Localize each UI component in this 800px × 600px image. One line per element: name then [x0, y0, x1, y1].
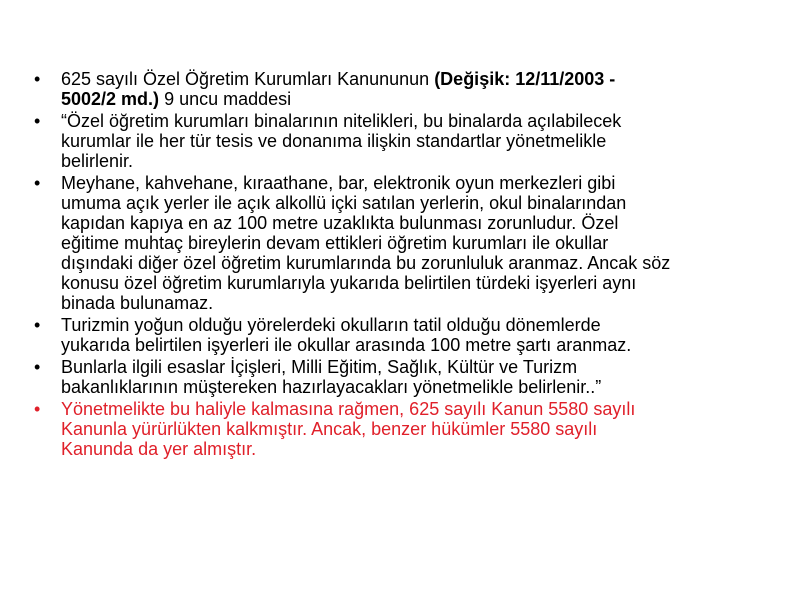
bullet-item-tourism-exception [34, 315, 674, 355]
bullet-icon: • [34, 357, 41, 377]
bullet-item-law-reference [34, 69, 674, 109]
bullet-text: Turizmin yoğun olduğu yörelerdeki okulların tatil olduğu dönemlerde yukarıda belirtilen işyerleri ile okullar arasında 100 metre şartı aranmaz. [61, 315, 632, 355]
bullet-icon: • [34, 173, 41, 193]
bullet-list [34, 69, 674, 461]
bullet-item-distance-rule [34, 173, 674, 313]
bullet-item-ministries-regulation [34, 357, 674, 397]
bullet-text: Meyhane, kahvehane, kıraathane, bar, elektronik oyun merkezleri gibi umuma açık yerler ile açık alkollü içki satılan yerlerin, okul binalarından kapıdan kapıya en az 100 metre uzaklıkta bulunması zorunludur. Özel eğitime muhtaç bireylerin devam ettikleri öğretim kurumları ile okullar dışındaki diğer özel öğretim kurumlarında bu zorunluluk aranmaz. Ancak söz konusu özel öğretim kurumlarıyla yukarıda belirtilen türdeki işyerleri aynı binada bulunamaz. [61, 173, 671, 313]
amendment-note: (Değişik: 12/11/2003 - 5002/2 md.) [61, 69, 616, 109]
article-reference: 9 uncu maddesi [159, 89, 292, 109]
bullet-item-repeal-note [34, 399, 674, 459]
bullet-icon: • [34, 69, 41, 89]
bullet-icon: • [34, 399, 41, 419]
law-reference-text: 625 sayılı Özel Öğretim Kurumları Kanununun [61, 69, 435, 89]
bullet-item-building-standards [34, 111, 674, 171]
bullet-icon: • [34, 315, 41, 335]
bullet-text: Bunlarla ilgili esaslar İçişleri, Milli Eğitim, Sağlık, Kültür ve Turizm bakanlıklarının müştereken hazırlayacakları yönetmelikle belirlenir..” [61, 357, 602, 397]
bullet-text: “Özel öğretim kurumları binalarının nitelikleri, bu binalarda açılabilecek kurumlar ile her tür tesis ve donanıma ilişkin standartlar yönetmelikle belirlenir. [61, 111, 622, 171]
bullet-text: Yönetmelikte bu haliyle kalmasına rağmen, 625 sayılı Kanun 5580 sayılı Kanunla yürürlükten kalkmıştır. Ancak, benzer hükümler 5580 sayılı Kanunda da yer almıştır. [61, 399, 636, 459]
bullet-icon: • [34, 111, 41, 131]
